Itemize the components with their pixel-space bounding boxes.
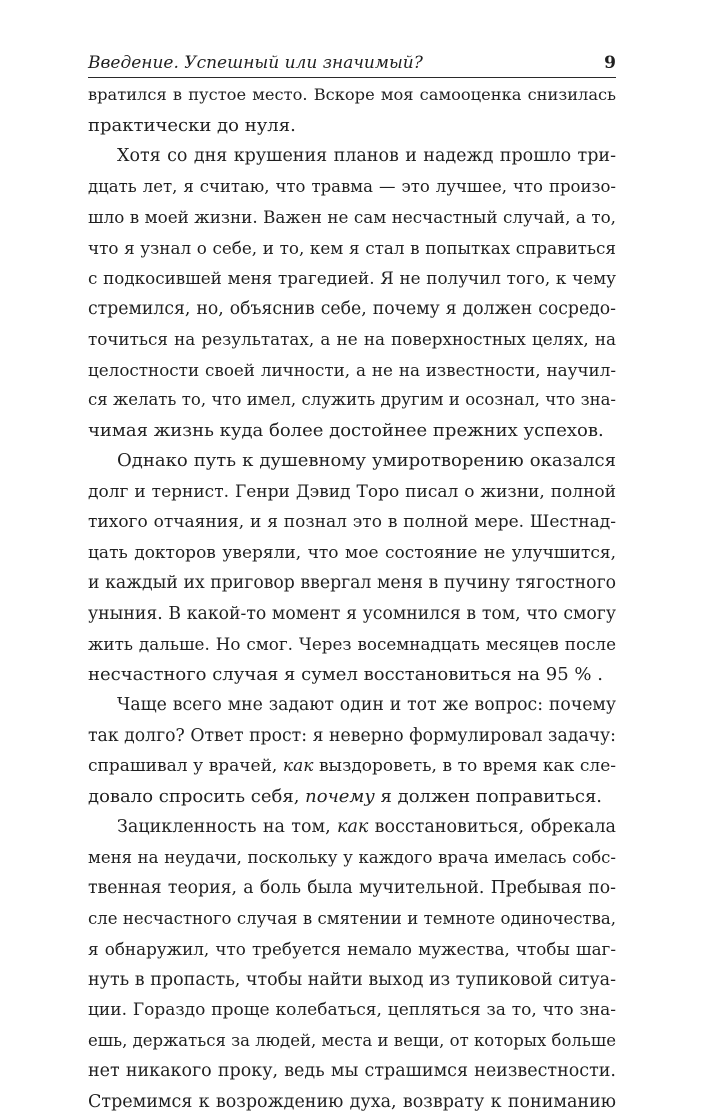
text-line: ции. Гораздо проще колебаться, цепляться за то, что зна- [88, 995, 616, 1026]
text-line: нуть в пропасть, чтобы найти выход из тупиковой ситуа- [88, 965, 616, 996]
text-line [88, 782, 616, 813]
text-line: и каждый их приговор ввергал меня в пучину тягостного [88, 568, 616, 599]
body-text [88, 80, 616, 1117]
text-line: Хотя со дня крушения планов и надежд прошло три- [88, 141, 616, 172]
page-number: 9 [604, 52, 616, 74]
text-line: точиться на результатах, а не на поверхностных целях, на [88, 324, 616, 355]
text-segment: Зацикленность на том, [117, 817, 337, 837]
running-title: Введение. Успешный или значимый? [88, 52, 423, 74]
text-line: стремился, но, объяснив себе, почему я должен сосредо- [88, 294, 616, 325]
italic-emphasis: как [283, 756, 313, 776]
text-line: сле несчастного случая в смятении и темноте одиночества, [88, 904, 616, 935]
text-segment: довало спросить себя, [88, 786, 305, 807]
text-line: Чаще всего мне задают один и тот же вопрос: почему [88, 690, 616, 721]
text-line: шло в моей жизни. Важен не сам несчастный случай, а то, [88, 202, 616, 233]
text-line: долг и тернист. Генри Дэвид Торо писал о жизни, полной [88, 477, 616, 508]
text-line [88, 751, 616, 782]
text-line: нет никакого проку, ведь мы страшимся неизвестности. [88, 1056, 616, 1087]
text-line: Стремимся к возрождению духа, возврату к пониманию [88, 1087, 616, 1117]
text-line: целостности своей личности, а не на известности, научил- [88, 355, 616, 386]
italic-emphasis: как [337, 817, 368, 837]
text-line: ешь, держаться за людей, места и вещи, от которых больше [88, 1026, 616, 1057]
text-line: что я узнал о себе, и то, кем я стал в попытках справиться [88, 233, 616, 264]
text-line: ся желать то, что имел, служить другим и осознал, что зна- [88, 385, 616, 416]
text-line: жить дальше. Но смог. Через восемнадцать месяцев после [88, 629, 616, 660]
text-segment: я должен поправиться. [375, 786, 602, 807]
text-line: чимая жизнь куда более достойнее прежних успехов. [88, 416, 616, 447]
text-line: дцать лет, я считаю, что травма — это лучшее, что произо- [88, 172, 616, 203]
text-line: практически до нуля. [88, 111, 616, 142]
text-line: несчастного случая я сумел восстановиться на 95 % . [88, 660, 616, 691]
text-segment: выздороветь, в то время как сле- [313, 756, 616, 776]
text-line: цать докторов уверяли, что мое состояние не улучшится, [88, 538, 616, 569]
text-line: с подкосившей меня трагедией. Я не получил того, к чему [88, 263, 616, 294]
text-segment: восстановиться, обрекала [368, 817, 616, 837]
text-line: твенная теория, а боль была мучительной. Пребывая по- [88, 873, 616, 904]
text-line: уныния. В какой-то момент я усомнился в том, что смогу [88, 599, 616, 630]
italic-emphasis: почему [305, 786, 375, 807]
header-rule [88, 77, 616, 78]
text-line: Однако путь к душевному умиротворению оказался [88, 446, 616, 477]
text-line: я обнаружил, что требуется немало мужества, чтобы шаг- [88, 934, 616, 965]
text-segment: спрашивал у врачей, [88, 756, 283, 776]
running-header [88, 52, 616, 74]
text-line: тихого отчаяния, и я познал это в полной мере. Шестнад- [88, 507, 616, 538]
text-line [88, 812, 616, 843]
text-line: вратился в пустое место. Вскоре моя самооценка снизилась [88, 80, 616, 111]
text-line: так долго? Ответ прост: я неверно формулировал задачу: [88, 721, 616, 752]
text-line: меня на неудачи, поскольку у каждого врача имелась собс- [88, 843, 616, 874]
